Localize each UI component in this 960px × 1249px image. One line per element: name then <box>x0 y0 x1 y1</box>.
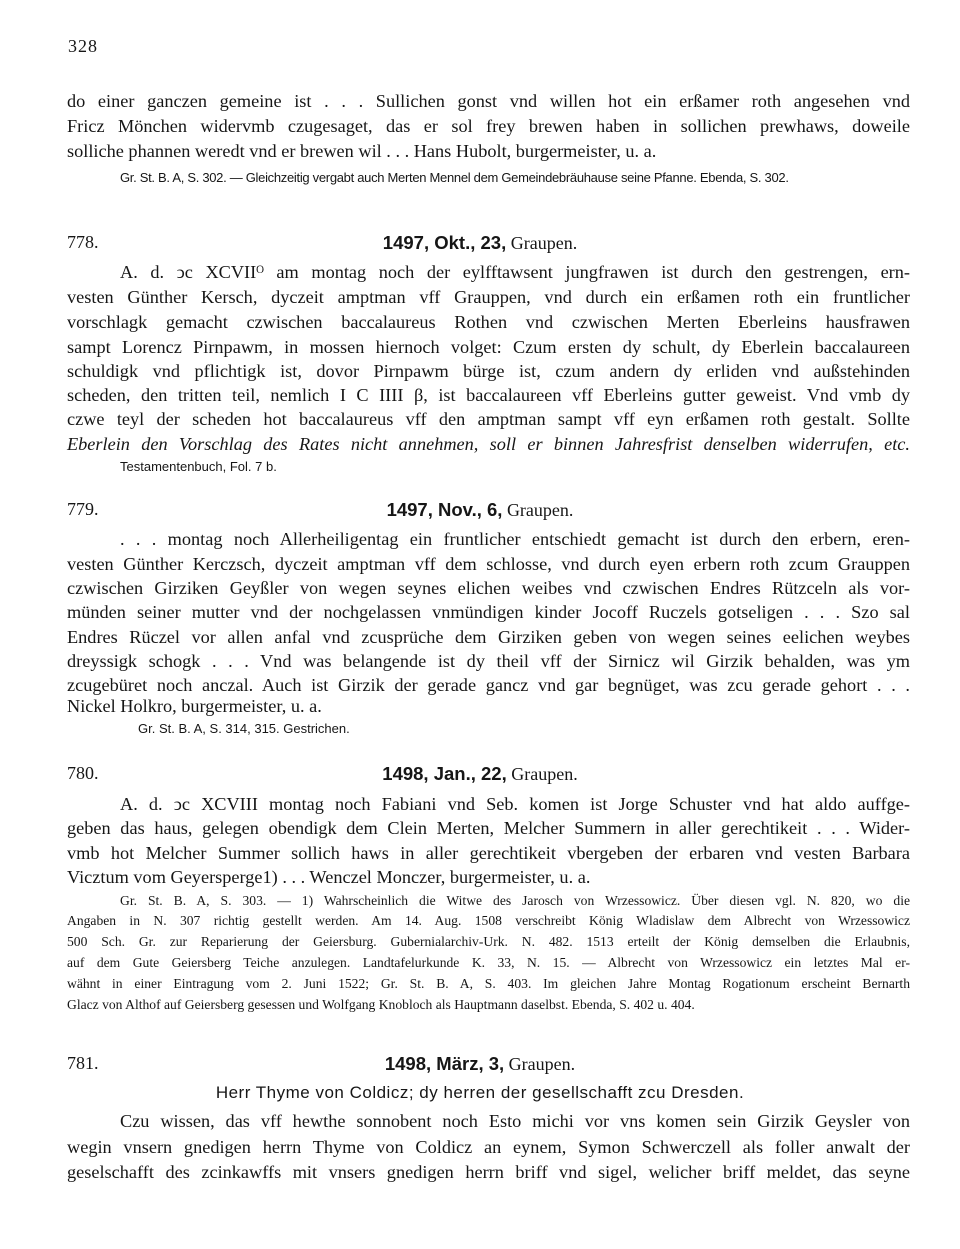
text-line: zcugebüret noch anczal. Auch ist Girzik der gerade gancz vnd gar begnüget, was zcu gerade gehort . . . <box>67 675 910 695</box>
text-line: geselschafft des zcinkawffs mit vnsers gnedigen herrn briff vnd sigel, welicher briff meldet, das seyne <box>67 1162 910 1182</box>
entry-date-bold: 1498, März, 3, <box>384 1053 505 1074</box>
source-note: Testamentenbuch, Fol. 7 b. <box>120 459 277 474</box>
text-line: schuldigk vnd pflichtigk ist, dovor Pirnpawm bürge ist, czum andern dy erliden vnd außstehinden <box>67 361 910 381</box>
text-line: solliche phannen weredt vnd er brewen wil . . . Hans Hubolt, burgermeister, u. a. <box>67 141 657 161</box>
text-line: . . . montag noch Allerheiligentag ein fruntlicher entschiedt gemacht ist durch den erbern, eren- <box>120 529 910 549</box>
text-line: sampt Lorencz Pirnpawm, in mossen hiernoch volget: Czum ersten dy schult, dy Eberlein baccalaureen <box>67 337 910 357</box>
text-line: Fricz Mönchen widervmb czugesaget, das er sol frey brewen haben in sollichen prewhaws, doweile <box>67 116 910 136</box>
text-line: vesten Günther Kerczsch, dyczeit amptman vff dem schlosse, vnd durch eyen erbern roth zcum Grauppen <box>67 554 910 574</box>
entry-place: Graupen. <box>510 233 578 253</box>
footnote-line: 500 Sch. Gr. zur Reparierung der Geiersburg. Gubernialarchiv-Urk. N. 482. 1513 erteilt der König demselben die Erlaubnis, <box>67 934 910 949</box>
entry-date <box>0 232 960 254</box>
text-line: dreyssigk schogk . . . Vnd was belangende ist dy theil vff der Sirnicz wil Girzik behalden, was ym <box>67 651 910 671</box>
entry-date <box>0 499 960 521</box>
footnote-line: wähnt in einer Eintragung vom 2. Juni 1522; Gr. St. B. A, S. 403. Im gleichen Jahre Montag Rogationum erscheint Bernarth <box>67 976 910 991</box>
entry-date <box>0 763 960 785</box>
footnote-line: Angaben in N. 307 richtig gestellt werden. Am 14. Aug. 1508 verschreibt König Wladislaw dem Albrecht von Wrzessowicz <box>67 913 910 928</box>
text-line: vorschlagk gemacht czwischen baccalaureus Rothen vnd czwischen Merten Eberleins hausfrawen <box>67 312 910 332</box>
entry-date-bold: 1498, Jan., 22, <box>382 763 507 784</box>
footnote-line: auf dem Gute Geiersberg Teiche anzulegen. Landtafelurkunde K. 33, N. 15. — Albrecht von Wrzessowicz ein letztes Mal er- <box>67 955 910 970</box>
entry-number: 778. <box>67 232 99 252</box>
entry-number: 779. <box>67 499 99 519</box>
entry-heading: Herr Thyme von Coldicz; dy herren der gesellschafft zcu Dresden. <box>215 1083 745 1102</box>
entry-date <box>0 1053 960 1075</box>
text-line: czwischen Girziken Geyßler von wegen seynes elichen weibes vnd czwischen Endres Rützceln als vor- <box>67 578 910 598</box>
entry-place: Graupen. <box>506 500 574 520</box>
entry-number: 780. <box>67 763 99 783</box>
entry-number: 781. <box>67 1053 99 1073</box>
entry-date-bold: 1497, Nov., 6, <box>386 499 503 520</box>
text-line: A. d. ↄc XCVIII montag noch Fabiani vnd Seb. komen ist Jorge Schuster vnd hat aldo auffge- <box>120 794 910 814</box>
text-line: scheden, den tritten teil, nemlich I C IIII β, ist baccalaureen vff Eberleins gutter geweist. Vnd vmb dy <box>67 385 910 405</box>
text-line: A. d. ↄc XCVIIᴼ am montag noch der eylfftawsent jungfrawen ist durch den gestrengen, ern- <box>120 262 910 282</box>
entry-place: Graupen. <box>511 764 578 784</box>
text-line: Vicztum vom Geyersperge1) . . . Wenczel Monczer, burgermeister, u. a. <box>67 867 591 887</box>
source-note: Gr. St. B. A, S. 302. — Gleichzeitig vergabt auch Merten Mennel dem Gemeindebräuhause seine Pfanne. Ebenda, S. 302. <box>120 170 789 185</box>
text-line-italic: Eberlein den Vorschlag des Rates nicht annehmen, soll er binnen Jahresfrist denselben widerrufen, etc. <box>67 434 910 454</box>
text-line: Nickel Holkro, burgermeister, u. a. <box>67 696 322 716</box>
footnote-line: Gr. St. B. A, S. 303. — 1) Wahrscheinlich die Witwe des Jarosch von Wrzessowicz. Über diesen vgl. N. 820, wo die <box>120 893 910 908</box>
page-number: 328 <box>68 36 98 56</box>
text-line: wegin vnsern gnedigen herrn Thyme von Coldicz an eynem, Symon Schwerczell als foller anwalt der <box>67 1137 910 1157</box>
text-line: geben das haus, gelegen obendigk dem Clein Merten, Melcher Summern in aller gerechtikeit . . . Wider- <box>67 818 910 838</box>
text-line: Czu wissen, das vff hewthe sonnobent noch Esto michi vor vns komen sein Girzik Geysler von <box>120 1111 910 1131</box>
source-note: Gr. St. B. A, S. 314, 315. Gestrichen. <box>138 721 350 736</box>
text-line: Endres Rüczel vor allen anfal vnd zcusprüche dem Girziken geben von wegen seines eelichen weybes <box>67 627 910 647</box>
text-line: vesten Günther Kersch, dyczeit amptman vff Grauppen, vnd durch ein erßamen roth ein fruntlicher <box>67 287 910 307</box>
entry-date-bold: 1497, Okt., 23, <box>382 232 507 253</box>
entry-place: Graupen. <box>508 1054 576 1074</box>
text-line: vmb hot Melcher Summer sollich haws in aller gerechtikeit vbergeben der erbaren vnd vesten Barbara <box>67 843 910 863</box>
text-line: do einer ganczen gemeine ist . . . Sullichen gonst vnd willen hot ein erßamer roth angesehen vnd <box>67 91 910 111</box>
footnote-line: Glacz von Althof auf Geiersberg gesessen und Wolfgang Knobloch als Hauptmann daselbst. Ebenda, S. 402 u. 404. <box>67 997 695 1012</box>
text-line: münden seiner mutter vnd der nochgelassen vnmündigen kinder Jocoff Ruczels gotseligen . . . Szo sal <box>67 602 910 622</box>
text-line: czwe teyl der scheden hot baccalaureus vff den amptman sampt vff eyn erßamen roth gestalt. Sollte <box>67 409 910 429</box>
